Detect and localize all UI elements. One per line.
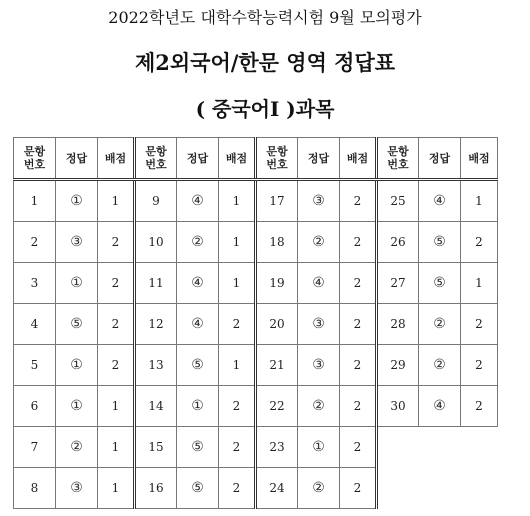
question-number-cell: 10 xyxy=(135,222,177,263)
question-number-cell: 15 xyxy=(135,427,177,468)
answer-cell: ① xyxy=(56,386,98,427)
header-question-number-line2: 번호 xyxy=(387,158,409,171)
question-number-cell: 8 xyxy=(14,468,56,509)
score-cell: 2 xyxy=(461,345,498,386)
question-number-cell: 27 xyxy=(377,263,419,304)
question-number-cell: 22 xyxy=(256,386,298,427)
table-header-row xyxy=(14,138,498,180)
score-cell: 2 xyxy=(340,263,377,304)
answer-cell: ② xyxy=(177,222,219,263)
answer-cell: ③ xyxy=(56,222,98,263)
header-score: 배점 xyxy=(219,138,256,180)
answer-cell: ① xyxy=(56,263,98,304)
empty-cell xyxy=(419,468,461,509)
score-cell: 2 xyxy=(340,222,377,263)
table-row xyxy=(14,345,498,386)
score-cell: 2 xyxy=(219,386,256,427)
answer-cell: ③ xyxy=(56,468,98,509)
table-row xyxy=(14,180,498,222)
question-number-cell: 11 xyxy=(135,263,177,304)
score-cell: 2 xyxy=(461,222,498,263)
score-cell: 1 xyxy=(461,180,498,222)
table-row xyxy=(14,263,498,304)
empty-cell xyxy=(377,427,419,468)
header-question-number xyxy=(14,138,56,180)
score-cell: 2 xyxy=(461,304,498,345)
table-row xyxy=(14,427,498,468)
question-number-cell: 29 xyxy=(377,345,419,386)
question-number-cell: 12 xyxy=(135,304,177,345)
question-number-cell: 2 xyxy=(14,222,56,263)
answer-cell: ② xyxy=(419,304,461,345)
question-number-cell: 30 xyxy=(377,386,419,427)
table-row xyxy=(14,386,498,427)
score-cell: 2 xyxy=(219,427,256,468)
score-cell: 2 xyxy=(219,468,256,509)
score-cell: 2 xyxy=(340,468,377,509)
answer-cell: ⑤ xyxy=(177,427,219,468)
empty-cell xyxy=(377,468,419,509)
score-cell: 1 xyxy=(98,386,135,427)
empty-cell xyxy=(461,427,498,468)
answer-cell: ② xyxy=(298,386,340,427)
score-cell: 1 xyxy=(461,263,498,304)
question-number-cell: 23 xyxy=(256,427,298,468)
header-score: 배점 xyxy=(461,138,498,180)
header-question-number xyxy=(377,138,419,180)
question-number-cell: 3 xyxy=(14,263,56,304)
answer-cell: ⑤ xyxy=(177,345,219,386)
score-cell: 2 xyxy=(98,222,135,263)
question-number-cell: 13 xyxy=(135,345,177,386)
header-answer: 정답 xyxy=(56,138,98,180)
answer-cell: ② xyxy=(56,427,98,468)
subject-title: ( 중국어Ⅰ )과목 xyxy=(195,97,335,121)
score-cell: 1 xyxy=(219,180,256,222)
score-cell: 1 xyxy=(219,345,256,386)
header-question-number-line2: 번호 xyxy=(145,158,167,171)
question-number-cell: 26 xyxy=(377,222,419,263)
question-number-cell: 28 xyxy=(377,304,419,345)
answer-cell: ⑤ xyxy=(56,304,98,345)
question-number-cell: 17 xyxy=(256,180,298,222)
answer-table-body xyxy=(14,138,498,509)
question-number-cell: 20 xyxy=(256,304,298,345)
answer-cell: ⑤ xyxy=(419,222,461,263)
answer-cell: ③ xyxy=(298,180,340,222)
score-cell: 1 xyxy=(219,263,256,304)
answer-cell: ⑤ xyxy=(177,468,219,509)
score-cell: 2 xyxy=(98,304,135,345)
question-number-cell: 21 xyxy=(256,345,298,386)
question-number-cell: 7 xyxy=(14,427,56,468)
answer-cell: ④ xyxy=(177,263,219,304)
score-cell: 1 xyxy=(219,222,256,263)
header-question-number-line1: 문항 xyxy=(145,145,167,158)
table-row xyxy=(14,468,498,509)
answer-cell: ④ xyxy=(177,304,219,345)
answer-cell: ⑤ xyxy=(419,263,461,304)
empty-cell xyxy=(461,468,498,509)
score-cell: 2 xyxy=(340,180,377,222)
score-cell: 2 xyxy=(98,345,135,386)
table-row xyxy=(14,304,498,345)
answer-cell: ① xyxy=(177,386,219,427)
answer-cell: ④ xyxy=(298,263,340,304)
header-question-number-line1: 문항 xyxy=(266,145,288,158)
score-cell: 2 xyxy=(340,427,377,468)
header-answer: 정답 xyxy=(298,138,340,180)
header-score: 배점 xyxy=(340,138,377,180)
empty-cell xyxy=(419,427,461,468)
score-cell: 2 xyxy=(461,386,498,427)
header-score: 배점 xyxy=(98,138,135,180)
question-number-cell: 19 xyxy=(256,263,298,304)
answer-cell: ① xyxy=(56,180,98,222)
score-cell: 1 xyxy=(98,427,135,468)
question-number-cell: 16 xyxy=(135,468,177,509)
header-question-number-line1: 문항 xyxy=(387,145,409,158)
question-number-cell: 14 xyxy=(135,386,177,427)
table-row xyxy=(14,222,498,263)
answer-cell: ② xyxy=(298,222,340,263)
header-question-number xyxy=(256,138,298,180)
answer-table xyxy=(13,137,498,509)
answer-cell: ② xyxy=(419,345,461,386)
question-number-cell: 18 xyxy=(256,222,298,263)
score-cell: 2 xyxy=(219,304,256,345)
answer-cell: ③ xyxy=(298,304,340,345)
header-question-number-line2: 번호 xyxy=(266,158,288,171)
header-question-number-line1: 문항 xyxy=(23,145,46,158)
section-title: 제2외국어/한문 영역 정답표 xyxy=(134,50,396,75)
question-number-cell: 5 xyxy=(14,345,56,386)
answer-cell: ① xyxy=(298,427,340,468)
question-number-cell: 9 xyxy=(135,180,177,222)
answer-cell: ④ xyxy=(419,180,461,222)
answer-cell: ① xyxy=(56,345,98,386)
header-answer: 정답 xyxy=(419,138,461,180)
question-number-cell: 1 xyxy=(14,180,56,222)
header-question-number xyxy=(135,138,177,180)
answer-cell: ② xyxy=(298,468,340,509)
score-cell: 2 xyxy=(98,263,135,304)
score-cell: 1 xyxy=(98,468,135,509)
answer-cell: ③ xyxy=(298,345,340,386)
question-number-cell: 6 xyxy=(14,386,56,427)
score-cell: 2 xyxy=(340,386,377,427)
score-cell: 2 xyxy=(340,345,377,386)
question-number-cell: 24 xyxy=(256,468,298,509)
header-answer: 정답 xyxy=(177,138,219,180)
score-cell: 2 xyxy=(340,304,377,345)
exam-title: 2022학년도 대학수학능력시험 9월 모의평가 xyxy=(108,8,422,27)
question-number-cell: 25 xyxy=(377,180,419,222)
header-question-number-line2: 번호 xyxy=(23,158,46,171)
answer-cell: ④ xyxy=(177,180,219,222)
answer-cell: ④ xyxy=(419,386,461,427)
score-cell: 1 xyxy=(98,180,135,222)
question-number-cell: 4 xyxy=(14,304,56,345)
